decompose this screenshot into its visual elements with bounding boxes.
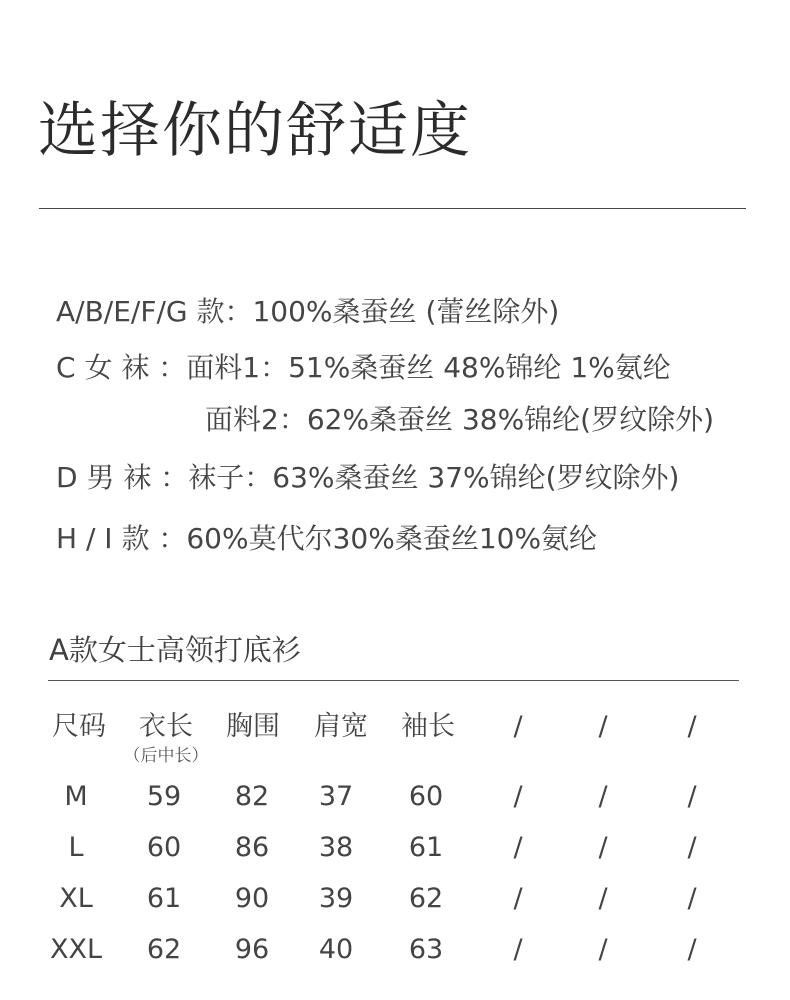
table-cell: 61	[146, 883, 182, 914]
table-cell: /	[598, 781, 608, 812]
table-cell: M	[64, 781, 88, 812]
table-cell: /	[687, 781, 697, 812]
table-header-note: （后中长）	[123, 746, 209, 766]
material-line-c-fabric1: C 女 袜 ：面料1：51%桑蚕丝 48%锦纶 1%氨纶	[56, 351, 671, 384]
table-header-cell: /	[598, 711, 608, 742]
title-divider	[39, 208, 746, 209]
size-table-title: A款女士高领打底衫	[49, 633, 301, 667]
table-cell: /	[687, 934, 697, 965]
table-cell: 60	[146, 832, 182, 863]
table-cell: L	[68, 832, 84, 863]
table-cell: /	[513, 781, 523, 812]
table-cell: /	[513, 883, 523, 914]
table-cell: 60	[408, 781, 444, 812]
table-header-cell: 袖长	[401, 711, 455, 742]
table-header-cell: /	[687, 711, 697, 742]
table-cell: 39	[318, 883, 354, 914]
material-line-c-fabric2: 面料2：62%桑蚕丝 38%锦纶(罗纹除外)	[205, 403, 715, 436]
table-cell: 63	[408, 934, 444, 965]
table-cell: 86	[234, 832, 270, 863]
table-cell: /	[687, 883, 697, 914]
table-cell: 82	[234, 781, 270, 812]
table-cell: XL	[59, 883, 93, 914]
table-header-cell: /	[513, 711, 523, 742]
table-cell: 62	[146, 934, 182, 965]
material-line-d: D 男 袜 ：袜子：63%桑蚕丝 37%锦纶(罗纹除外)	[56, 461, 680, 494]
table-cell: 59	[146, 781, 182, 812]
table-cell: 62	[408, 883, 444, 914]
table-header-cell: 胸围	[226, 711, 280, 742]
table-cell: 38	[318, 832, 354, 863]
table-cell: /	[687, 832, 697, 863]
material-line-hi: H / I 款 ：60%莫代尔30%桑蚕丝10%氨纶	[56, 522, 598, 555]
table-header-cell: 尺码	[52, 711, 106, 742]
table-cell: /	[513, 832, 523, 863]
table-cell: 96	[234, 934, 270, 965]
table-header-cell: 衣长	[139, 711, 193, 742]
page-title: 选择你的舒适度	[38, 96, 472, 166]
table-cell: 40	[318, 934, 354, 965]
table-cell: 61	[408, 832, 444, 863]
size-table-divider	[48, 680, 739, 681]
table-cell: /	[513, 934, 523, 965]
table-cell: /	[598, 934, 608, 965]
table-cell: /	[598, 832, 608, 863]
material-line-abefg: A/B/E/F/G 款：100%桑蚕丝 (蕾丝除外)	[56, 295, 560, 328]
table-header-cell: 肩宽	[314, 711, 368, 742]
table-cell: /	[598, 883, 608, 914]
table-cell: XXL	[49, 934, 103, 965]
table-cell: 37	[318, 781, 354, 812]
table-cell: 90	[234, 883, 270, 914]
